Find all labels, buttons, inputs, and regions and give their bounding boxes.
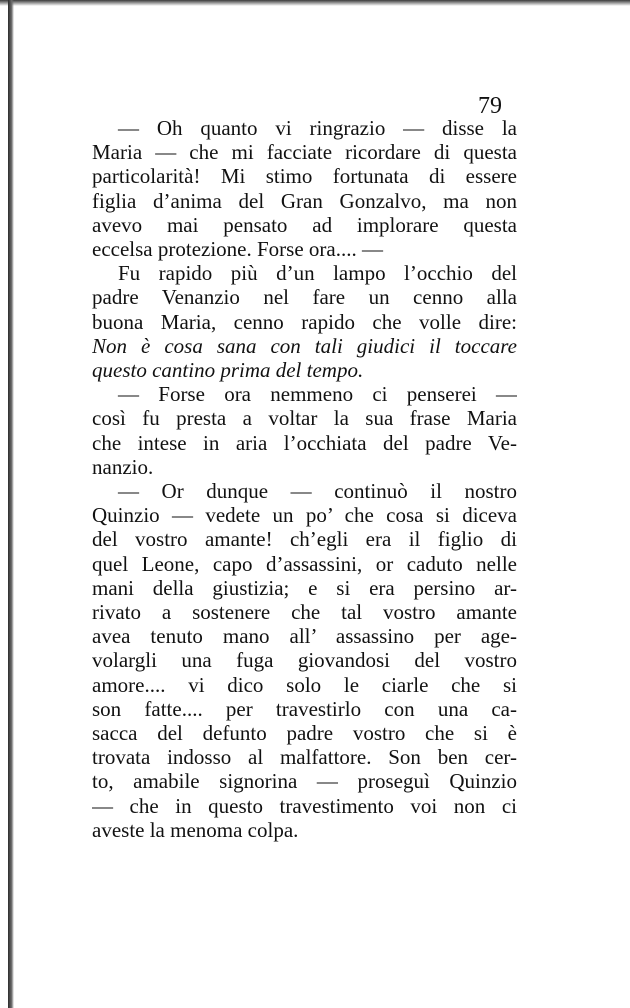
page-number: 79 [478,93,502,119]
text-line: eccelsa protezione. Forse ora.... — [92,237,383,262]
text-line: particolarità! Mi stimo fortunata di essere [92,164,517,189]
text-line: trovata indosso al malfattore. Son ben cer- [92,745,517,770]
text-line: nanzio. [92,454,154,479]
text-line: figlia d’anima del Gran Gonzalvo, ma non [92,188,517,213]
text-line: to, amabile signorina — proseguì Quinzio [92,769,517,794]
text-line: volargli una fuga giovandosi del vostro [92,648,517,673]
text-line: del vostro amante! ch’egli era il figlio di [92,527,517,552]
text-line: buona Maria, cenno rapido che volle dire: [92,309,517,334]
text-line: questo cantino prima del tempo. [92,358,364,383]
text-line: mani della giustizia; e si era persino ar- [92,575,517,600]
text-line: che intese in aria l’occhiata del padre Ve- [92,430,517,455]
text-line: — Or dunque — continuò il nostro [118,479,517,504]
text-line: Non è cosa sana con tali giudici il toccare [92,333,517,358]
text-line: così fu presta a voltar la sua frase Maria [92,406,517,431]
text-line: — Oh quanto vi ringrazio — disse la [118,116,517,140]
text-line: Maria — che mi facciate ricordare di questa [92,140,517,165]
text-line: avevo mai pensato ad implorare questa [92,212,517,237]
text-line: — Forse ora nemmeno ci penserei — [118,382,517,407]
page-binding-edge-shadow [8,0,14,1008]
text-line: Quinzio — vedete un po’ che cosa si diceva [92,503,517,528]
text-line: aveste la menoma colpa. [92,817,299,842]
text-line: amore.... vi dico solo le ciarle che si [92,672,517,697]
text-line: quel Leone, capo d’assassini, or caduto nelle [92,551,517,576]
page-top-edge-shadow [0,0,630,6]
text-line: padre Venanzio nel fare un cenno alla [92,285,517,310]
text-line: rivato a sostenere che tal vostro amante [92,600,517,625]
body-text [92,116,517,842]
text-line: Fu rapido più d’un lampo l’occhio del [118,261,517,286]
text-line: son fatte.... per travestirlo con una ca- [92,696,517,721]
text-line: — che in questo travestimento voi non ci [92,793,517,818]
text-line: sacca del defunto padre vostro che si è [92,721,517,746]
text-line: avea tenuto mano all’ assassino per age- [92,624,517,649]
